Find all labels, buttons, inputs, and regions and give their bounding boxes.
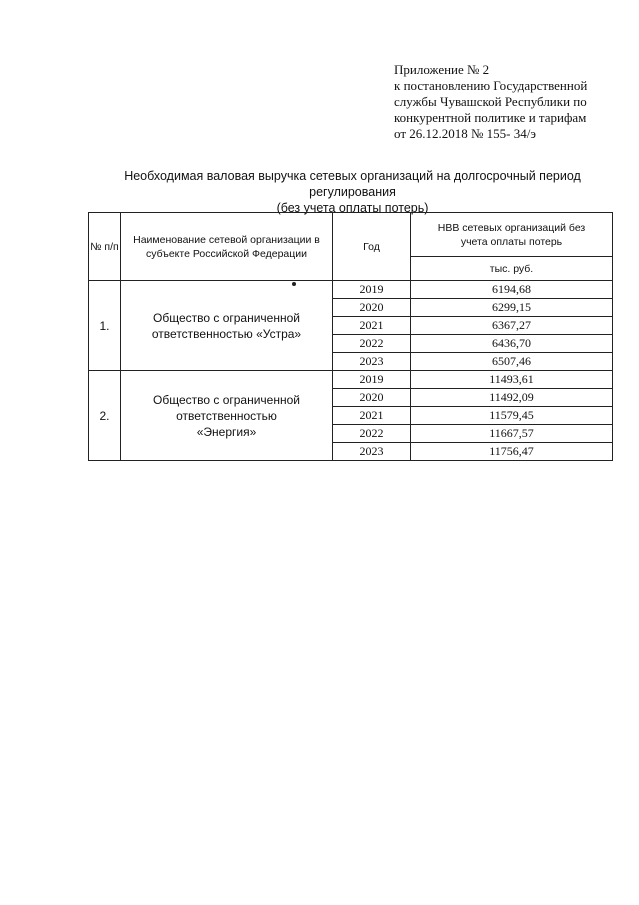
org-name: Общество с ограниченной ответственностью «Энергия» (121, 371, 333, 461)
value-cell: 11667,57 (411, 425, 613, 443)
year-cell: 2019 (333, 281, 411, 299)
value-cell: 6367,27 (411, 317, 613, 335)
value-cell: 11756,47 (411, 443, 613, 461)
value-cell: 11493,61 (411, 371, 613, 389)
year-cell: 2022 (333, 425, 411, 443)
value-cell: 6194,68 (411, 281, 613, 299)
header-unit: тыс. руб. (411, 257, 613, 281)
value-cell: 6507,46 (411, 353, 613, 371)
appendix-line: от 26.12.2018 № 155- 34/э (394, 126, 536, 141)
header-nvv: НВВ сетевых организаций без учета оплаты потерь (411, 213, 613, 257)
title-line-1: Необходимая валовая выручка сетевых организаций на долгосрочный период регулирования (124, 169, 581, 199)
value-cell: 11579,45 (411, 407, 613, 425)
table-row (89, 371, 613, 389)
value-cell: 6436,70 (411, 335, 613, 353)
document-title (80, 168, 625, 216)
year-cell: 2019 (333, 371, 411, 389)
org-num: 1. (89, 281, 121, 371)
year-cell: 2020 (333, 299, 411, 317)
header-org: Наименование сетевой организации в субъекте Российской Федерации (121, 213, 333, 281)
org-name: Общество с ограниченной ответственностью «Устра» (121, 281, 333, 371)
appendix-line: службы Чувашской Республики по (394, 94, 587, 109)
org-num: 2. (89, 371, 121, 461)
nvv-table (88, 212, 613, 461)
appendix-line: к постановлению Государственной (394, 78, 588, 93)
year-cell: 2022 (333, 335, 411, 353)
table-row (89, 281, 613, 299)
value-cell: 11492,09 (411, 389, 613, 407)
appendix-line: конкурентной политике и тарифам (394, 110, 587, 125)
year-cell: 2021 (333, 407, 411, 425)
header-num: № п/п (89, 213, 121, 281)
title-line-2: (без учета оплаты потерь) (276, 201, 429, 215)
value-cell: 6299,15 (411, 299, 613, 317)
appendix-block (394, 62, 634, 142)
appendix-line: Приложение № 2 (394, 62, 490, 77)
header-year: Год (333, 213, 411, 281)
year-cell: 2020 (333, 389, 411, 407)
year-cell: 2023 (333, 353, 411, 371)
year-cell: 2023 (333, 443, 411, 461)
year-cell: 2021 (333, 317, 411, 335)
